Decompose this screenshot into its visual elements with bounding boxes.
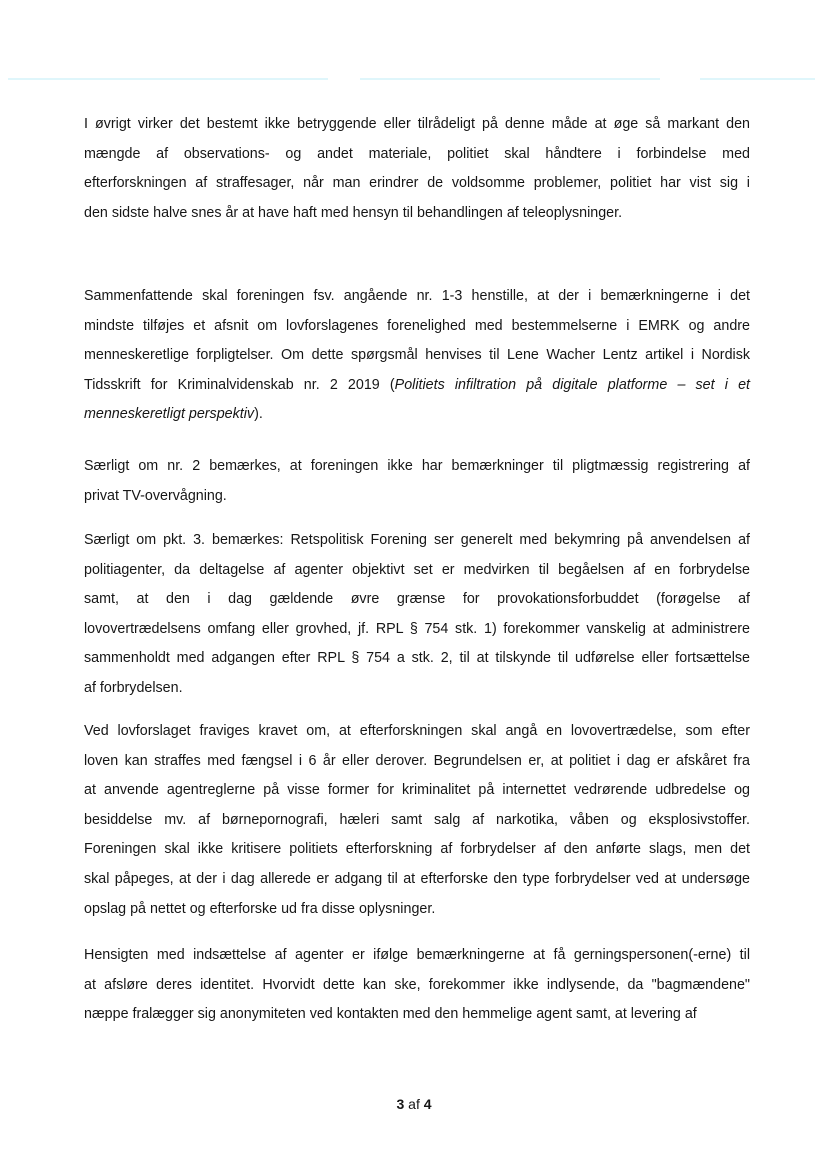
page-footer	[0, 1096, 828, 1112]
text-line: sammenholdt med adgangen efter RPL § 754 a stk. 2, til at tilskynde til udførelse eller fortsættelse	[84, 650, 750, 667]
text-line: mængde af observations- og andet materiale, politiet skal håndtere i forbindelse med	[84, 145, 750, 162]
text-line: Særligt om pkt. 3. bemærkes: Retspolitisk Forening ser generelt med bekymring på anvendelsen af	[84, 532, 750, 548]
text-line: efterforskningen af straffesager, når man erindrer de voldsomme problemer, politiet har vist sig i	[84, 175, 750, 192]
paragraph	[84, 110, 750, 228]
text-segment: ).	[254, 406, 263, 423]
text-line: loven kan straffes med fængsel i 6 år eller derover. Begrundelsen er, at politiet i dag er afskåret fra	[84, 752, 750, 769]
text-segment: Tidsskrift for Kriminalvidenskab nr. 2 2019 (	[84, 376, 395, 393]
text-line: den sidste halve snes år at have haft med hensyn til behandlingen af teleoplysninger.	[84, 204, 623, 221]
text-line: Særligt om nr. 2 bemærkes, at foreningen ikke har bemærkninger til pligtmæssig registrering af	[84, 458, 750, 474]
text-line: at anvende agentreglerne på visse former for kriminalitet på internettet vedrørende udbredelse og	[84, 782, 750, 799]
paragraph	[84, 941, 750, 1030]
paragraph	[84, 282, 750, 430]
italic-citation: Politiets infiltration på digitale platforme – set i et	[394, 376, 751, 393]
text-line: at afsløre deres identitet. Hvorvidt dette kan ske, forekommer ikke indlysende, da "bagmændene"	[84, 976, 750, 993]
page-separator: af	[408, 1096, 420, 1112]
paragraph	[84, 717, 750, 924]
scan-artifact-line	[700, 78, 815, 80]
text-line	[84, 400, 750, 430]
text-line: skal påpeges, at der i dag allerede er adgang til at efterforske den type forbrydelser ved at undersøge	[84, 870, 750, 887]
paragraph	[84, 526, 750, 704]
text-line	[84, 371, 750, 401]
paragraph	[84, 452, 750, 511]
text-line: af forbrydelsen.	[84, 679, 183, 696]
page-number: 3	[396, 1096, 405, 1112]
text-line: samt, at den i dag gældende øvre grænse for provokationsforbuddet (forøgelse af	[84, 591, 750, 608]
text-line: næppe fralægger sig anonymiteten ved kontakten med den hemmelige agent samt, at levering af	[84, 1006, 697, 1023]
text-line: Sammenfattende skal foreningen fsv. angående nr. 1-3 henstille, at der i bemærkningerne i det	[84, 288, 750, 304]
text-line: Foreningen skal ikke kritisere politiets efterforskning af forbrydelser af den anførte slags, men det	[84, 841, 750, 858]
text-line: politiagenter, da deltagelse af agenter objektivt set er medvirken til begåelsen af en forbrydelse	[84, 561, 750, 578]
text-line: privat TV-overvågning.	[84, 487, 227, 504]
text-line: Hensigten med indsættelse af agenter er ifølge bemærkningerne at få gerningspersonen(-erne) til	[84, 947, 750, 963]
text-line: menneskeretlige forpligtelser. Om dette spørgsmål henvises til Lene Wacher Lentz artikel i Nordisk	[84, 347, 750, 364]
text-line: Ved lovforslaget fraviges kravet om, at efterforskningen skal angå en lovovertrædelse, som efter	[84, 723, 750, 739]
text-line: mindste tilføjes et afsnit om lovforslagenes forenelighed med bestemmelserne i EMRK og andre	[84, 317, 750, 334]
scan-artifact-line	[360, 78, 660, 80]
text-line: besiddelse mv. af børnepornografi, hæleri samt salg af narkotika, våben og eksplosivstoffer.	[84, 811, 750, 828]
text-line: opslag på nettet og efterforske ud fra disse oplysninger.	[84, 900, 436, 917]
text-line: I øvrigt virker det bestemt ikke betryggende eller tilrådeligt på denne måde at øge så markant den	[84, 116, 750, 132]
page-total: 4	[423, 1096, 432, 1112]
italic-citation: menneskeretligt perspektiv	[84, 406, 255, 423]
scan-artifact-line	[8, 78, 328, 80]
text-line: lovovertrædelsens omfang eller grovhed, jf. RPL § 754 stk. 1) forekommer vanskelig at administrere	[84, 620, 750, 637]
